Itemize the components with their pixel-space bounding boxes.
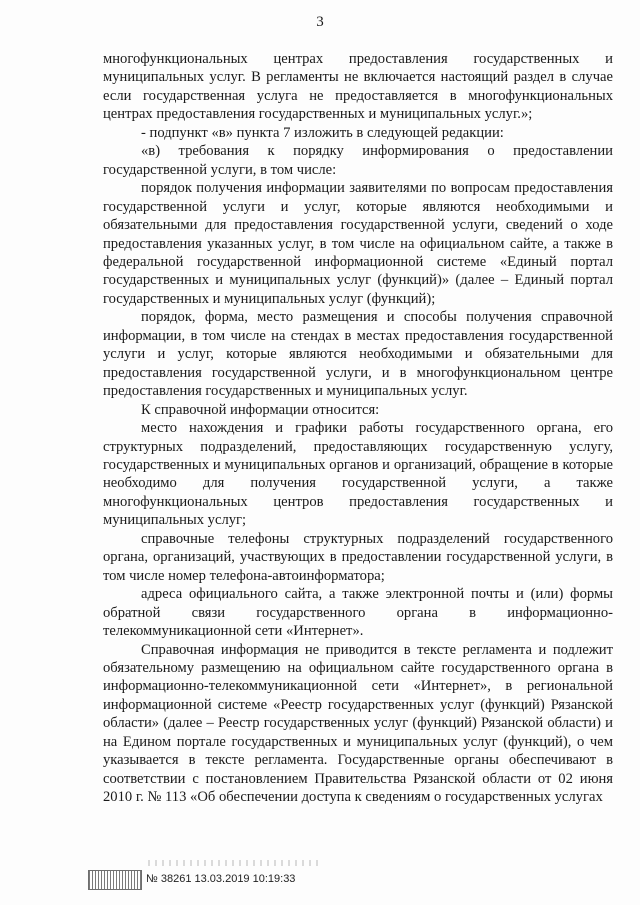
paragraph: порядок получения информации заявителями по вопросам предоставления государственной услуги и услуг, которые являются необходимыми и обязательными для предоставления государственной услуги, сведений о ходе предоставления указанных услуг, в том числе на официальном сайте, а также в федеральной государственной информационной системе «Единый портал государственных и муниципальных услуг (функций)» (далее – Единый портал государственных и муниципальных услуг (функций);	[103, 180, 613, 307]
paragraph: К справочной информации относится:	[141, 401, 380, 418]
paragraph: адреса официального сайта, а также электронной почты и (или) формы обратной связи государственного органа в информационно-телекоммуникационной сети «Интернет».	[103, 586, 613, 640]
body-text	[103, 50, 613, 807]
paragraph: Справочная информация не приводится в тексте регламента и подлежит обязательному размещению на официальном сайте государственного органа в информационно-телекоммуникационной сети «Интернет», в региональной информационной системе «Реестр государственных услуг (функций) Рязанской области» (далее – Реестр государственных услуг (функций) Рязанской области) и на Едином портале государственных и муниципальных услуг (функций), о чем указывается в тексте регламента. Государственные органы обеспечивают в соответствии с постановлением Правительства Рязанской области от 02 июня 2010 г. № 113 «Об обеспечении доступа к сведениям о государственных услугах	[103, 641, 613, 806]
paragraph: многофункциональных центрах предоставления государственных и муниципальных услуг. В регламенты не включается настоящий раздел в случае если государственная услуга не предоставляется в многофункциональных центрах предоставления государственных и муниципальных услуг.»;	[103, 51, 613, 123]
document-footer	[88, 866, 608, 894]
scan-smudge	[148, 860, 318, 866]
paragraph: - подпункт «в» пункта 7 изложить в следующей редакции:	[141, 124, 504, 141]
paragraph: порядок, форма, место размещения и способы получения справочной информации, в том числе на стендах в местах предоставления государственной услуги и услуг, которые являются необходимыми и обязательными для предоставления государственной услуги, и в многофункциональном центре предоставления государственных и муниципальных услуг.	[103, 309, 613, 400]
paragraph: «в) требования к порядку информирования о предоставлении государственной услуги, в том числе:	[103, 143, 613, 178]
paragraph: справочные телефоны структурных подразделений государственного органа, организаций, участвующих в предоставлении государственной услуги, в том числе номер телефона-автоинформатора;	[103, 530, 613, 584]
barcode-stamp-icon	[88, 870, 142, 890]
page-number: 3	[316, 14, 324, 30]
registration-code: № 38261 13.03.2019 10:19:33	[146, 873, 296, 885]
paragraph: место нахождения и графики работы государственного органа, его структурных подразделений, предоставляющих государственную услугу, государственных и муниципальных органов и организаций, обращение в которые необходимо для получения государственной услуги, а также многофункциональных центров предоставления государственных и муниципальных услуг;	[103, 420, 613, 529]
